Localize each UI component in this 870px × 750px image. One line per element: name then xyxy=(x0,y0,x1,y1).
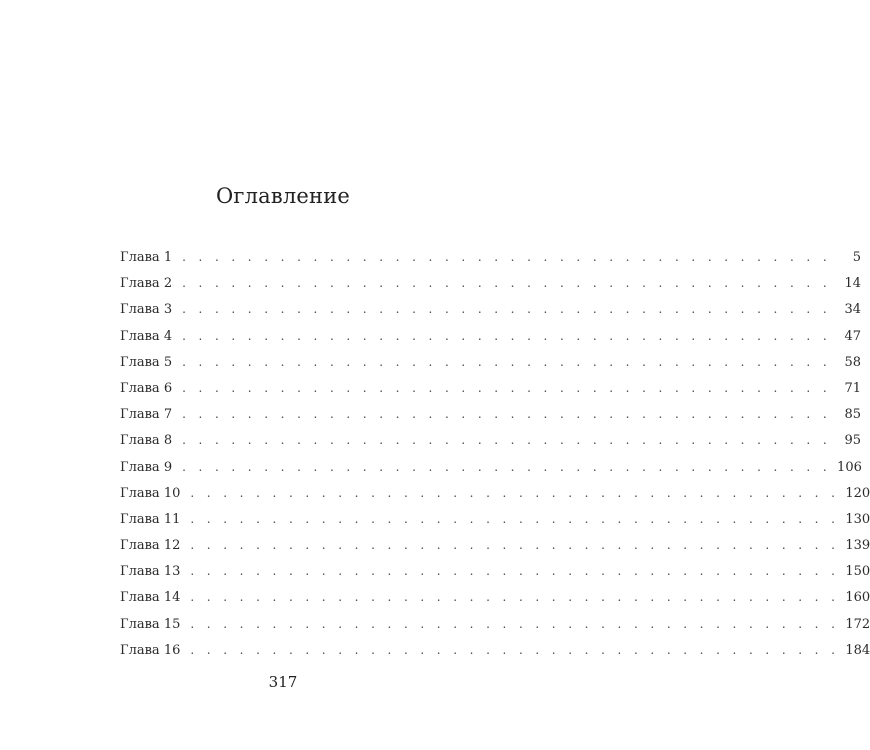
toc-dot-leader: . . . . . . . . . . . . . . . . . . . . . . . . . . . . . . . . . . . . . . . . xyxy=(182,328,832,343)
toc-entry[interactable] xyxy=(120,535,870,561)
toc-dot-leader: . . . . . . . . . . . . . . . . . . . . . . . . . . . . . . . . . . . . . . . . xyxy=(182,433,832,448)
toc-entry[interactable] xyxy=(120,640,870,666)
toc-entry-page: 120 xyxy=(845,485,870,501)
toc-entry[interactable] xyxy=(120,326,862,352)
toc-dot-leader: . . . . . . . . . . . . . . . . . . . . . . . . . . . . . . . . . . . . . . . . xyxy=(182,276,832,291)
toc-entry-label: Глава 7 xyxy=(120,407,173,423)
toc-dot-leader: . . . . . . . . . . . . . . . . . . . . . . . . . . . . . . . . . . . . . . . . xyxy=(182,380,832,395)
table-of-contents xyxy=(120,247,870,666)
toc-entry-page: 47 xyxy=(844,328,862,344)
toc-entry[interactable] xyxy=(120,430,862,456)
toc-entry-page: 106 xyxy=(837,459,862,475)
toc-entry[interactable] xyxy=(120,509,870,535)
toc-entry-label: Глава 10 xyxy=(120,485,181,501)
toc-entry[interactable] xyxy=(120,483,870,509)
toc-entry[interactable] xyxy=(120,299,862,325)
toc-entry-page: 130 xyxy=(845,511,870,527)
toc-entry-label: Глава 8 xyxy=(120,433,173,449)
toc-dot-leader: . . . . . . . . . . . . . . . . . . . . . . . . . . . . . . . . . . . . . . . . xyxy=(190,485,840,500)
toc-entry-page: 71 xyxy=(844,380,862,396)
page-title: Оглавление xyxy=(215,184,351,208)
toc-entry-page: 85 xyxy=(844,407,862,423)
toc-entry-page: 95 xyxy=(844,433,862,449)
toc-entry-page: 160 xyxy=(845,590,870,606)
toc-entry-page: 34 xyxy=(844,302,862,318)
toc-entry-page: 150 xyxy=(845,564,870,580)
toc-entry-label: Глава 3 xyxy=(120,302,173,318)
toc-entry[interactable] xyxy=(120,273,862,299)
toc-entry-label: Глава 5 xyxy=(120,354,173,370)
toc-entry[interactable] xyxy=(120,247,862,273)
toc-entry-label: Глава 15 xyxy=(120,616,181,632)
toc-entry-label: Глава 16 xyxy=(120,642,181,658)
toc-dot-leader: . . . . . . . . . . . . . . . . . . . . . . . . . . . . . . . . . . . . . . . . xyxy=(190,590,840,605)
toc-entry-label: Глава 6 xyxy=(120,380,173,396)
toc-entry[interactable] xyxy=(120,404,862,430)
toc-entry[interactable] xyxy=(120,614,870,640)
toc-entry-label: Глава 13 xyxy=(120,564,181,580)
page-number: 317 xyxy=(268,673,298,691)
toc-entry[interactable] xyxy=(120,587,870,613)
toc-entry-page: 139 xyxy=(845,538,870,554)
toc-entry[interactable] xyxy=(120,561,870,587)
toc-dot-leader: . . . . . . . . . . . . . . . . . . . . . . . . . . . . . . . . . . . . . . . . xyxy=(190,642,840,657)
toc-dot-leader: . . . . . . . . . . . . . . . . . . . . . . . . . . . . . . . . . . . . . . . . xyxy=(182,407,832,422)
toc-entry-page: 184 xyxy=(845,642,870,658)
toc-entry-page: 5 xyxy=(852,250,862,265)
toc-entry-label: Глава 12 xyxy=(120,538,181,554)
toc-dot-leader: . . . . . . . . . . . . . . . . . . . . . . . . . . . . . . . . . . . . . . . . xyxy=(182,354,832,369)
toc-entry-label: Глава 14 xyxy=(120,590,181,606)
toc-entry-label: Глава 11 xyxy=(120,511,181,527)
toc-dot-leader: . . . . . . . . . . . . . . . . . . . . . . . . . . . . . . . . . . . . . . . . xyxy=(182,250,832,264)
toc-entry-page: 172 xyxy=(845,616,870,632)
toc-entry[interactable] xyxy=(120,378,862,404)
toc-dot-leader: . . . . . . . . . . . . . . . . . . . . . . . . . . . . . . . . . . . . . . . . xyxy=(182,302,832,317)
toc-dot-leader: . . . . . . . . . . . . . . . . . . . . . . . . . . . . . . . . . . . . . . . . xyxy=(190,564,840,579)
toc-entry-label: Глава 1 xyxy=(120,250,173,265)
toc-entry-label: Глава 4 xyxy=(120,328,173,344)
toc-dot-leader: . . . . . . . . . . . . . . . . . . . . . . . . . . . . . . . . . . . . . . . . xyxy=(190,538,840,553)
toc-dot-leader: . . . . . . . . . . . . . . . . . . . . . . . . . . . . . . . . . . . . . . . . xyxy=(190,511,840,526)
toc-dot-leader: . . . . . . . . . . . . . . . . . . . . . . . . . . . . . . . . . . . . . . . . xyxy=(190,616,840,631)
toc-entry[interactable] xyxy=(120,352,862,378)
toc-dot-leader: . . . . . . . . . . . . . . . . . . . . . . . . . . . . . . . . . . . . . . . . xyxy=(182,459,832,474)
toc-entry[interactable] xyxy=(120,457,862,483)
toc-entry-label: Глава 9 xyxy=(120,459,173,475)
toc-entry-page: 58 xyxy=(844,354,862,370)
toc-entry-label: Глава 2 xyxy=(120,276,173,292)
toc-entry-page: 14 xyxy=(844,276,862,292)
